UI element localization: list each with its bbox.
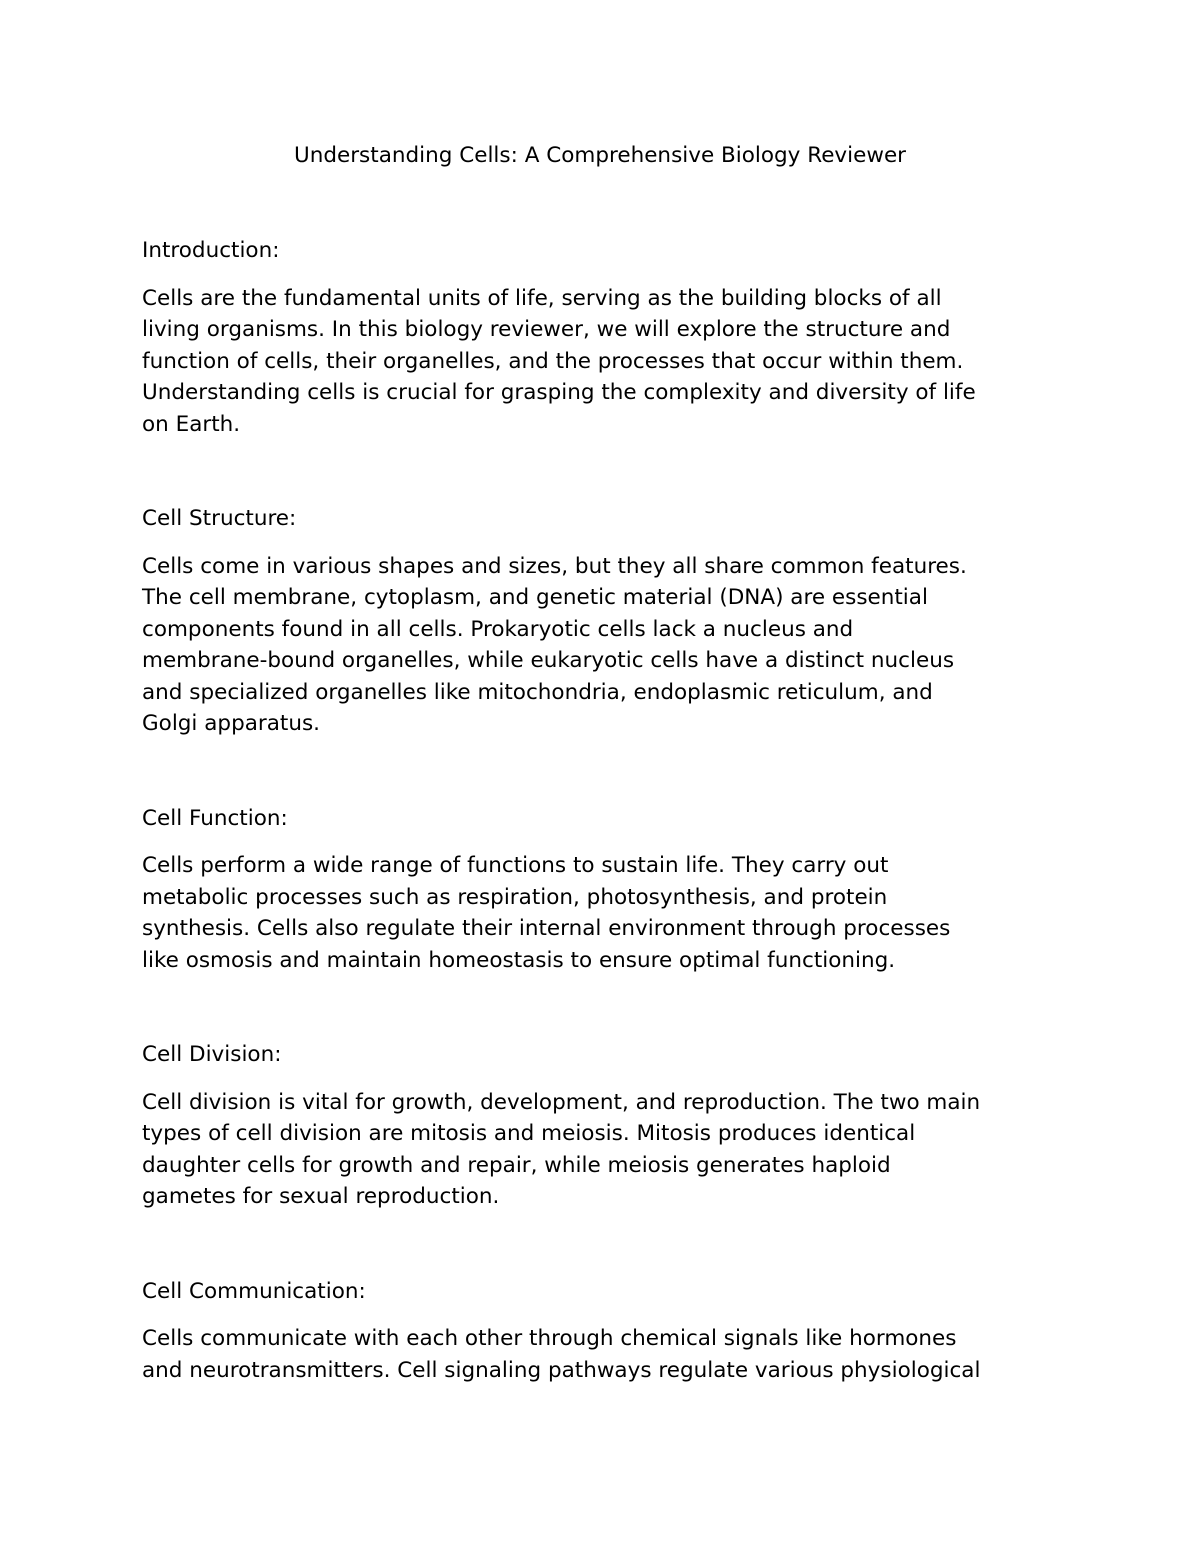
paragraph-line: function of cells, their organelles, and the processes that occur within them. <box>142 349 964 374</box>
paragraph-line: daughter cells for growth and repair, while meiosis generates haploid <box>142 1153 891 1178</box>
paragraph-line: and neurotransmitters. Cell signaling pathways regulate various physiological <box>142 1358 981 1383</box>
paragraph-line: synthesis. Cells also regulate their internal environment through processes <box>142 916 951 941</box>
paragraph-line: Cell division is vital for growth, development, and reproduction. The two main <box>142 1090 981 1115</box>
paragraph-line: Cells come in various shapes and sizes, but they all share common features. <box>142 554 967 579</box>
paragraph-line: components found in all cells. Prokaryotic cells lack a nucleus and <box>142 617 854 642</box>
paragraph-line: on Earth. <box>142 412 241 437</box>
paragraph-line: Cells are the fundamental units of life, serving as the building blocks of all <box>142 286 942 311</box>
document-title: Understanding Cells: A Comprehensive Biology Reviewer <box>293 143 907 168</box>
paragraph-line: Golgi apparatus. <box>142 711 320 736</box>
paragraph-line: Understanding cells is crucial for grasping the complexity and diversity of life <box>142 380 976 405</box>
section-heading-introduction: Introduction: <box>142 238 280 263</box>
paragraph-line: Cells communicate with each other through chemical signals like hormones <box>142 1326 957 1351</box>
paragraph-line: membrane-bound organelles, while eukaryotic cells have a distinct nucleus <box>142 648 955 673</box>
paragraph-line: and specialized organelles like mitochondria, endoplasmic reticulum, and <box>142 680 933 705</box>
paragraph-line: types of cell division are mitosis and meiosis. Mitosis produces identical <box>142 1121 916 1146</box>
paragraph-line: like osmosis and maintain homeostasis to ensure optimal functioning. <box>142 948 896 973</box>
paragraph-line: Cells perform a wide range of functions to sustain life. They carry out <box>142 853 889 878</box>
section-heading-cell-function: Cell Function: <box>142 806 288 831</box>
paragraph-line: living organisms. In this biology reviewer, we will explore the structure and <box>142 317 951 342</box>
section-heading-cell-division: Cell Division: <box>142 1042 282 1067</box>
section-heading-cell-communication: Cell Communication: <box>142 1279 366 1304</box>
section-heading-cell-structure: Cell Structure: <box>142 506 297 531</box>
paragraph-line: The cell membrane, cytoplasm, and genetic material (DNA) are essential <box>142 585 928 610</box>
paragraph-line: gametes for sexual reproduction. <box>142 1184 500 1209</box>
paragraph-line: metabolic processes such as respiration, photosynthesis, and protein <box>142 885 888 910</box>
